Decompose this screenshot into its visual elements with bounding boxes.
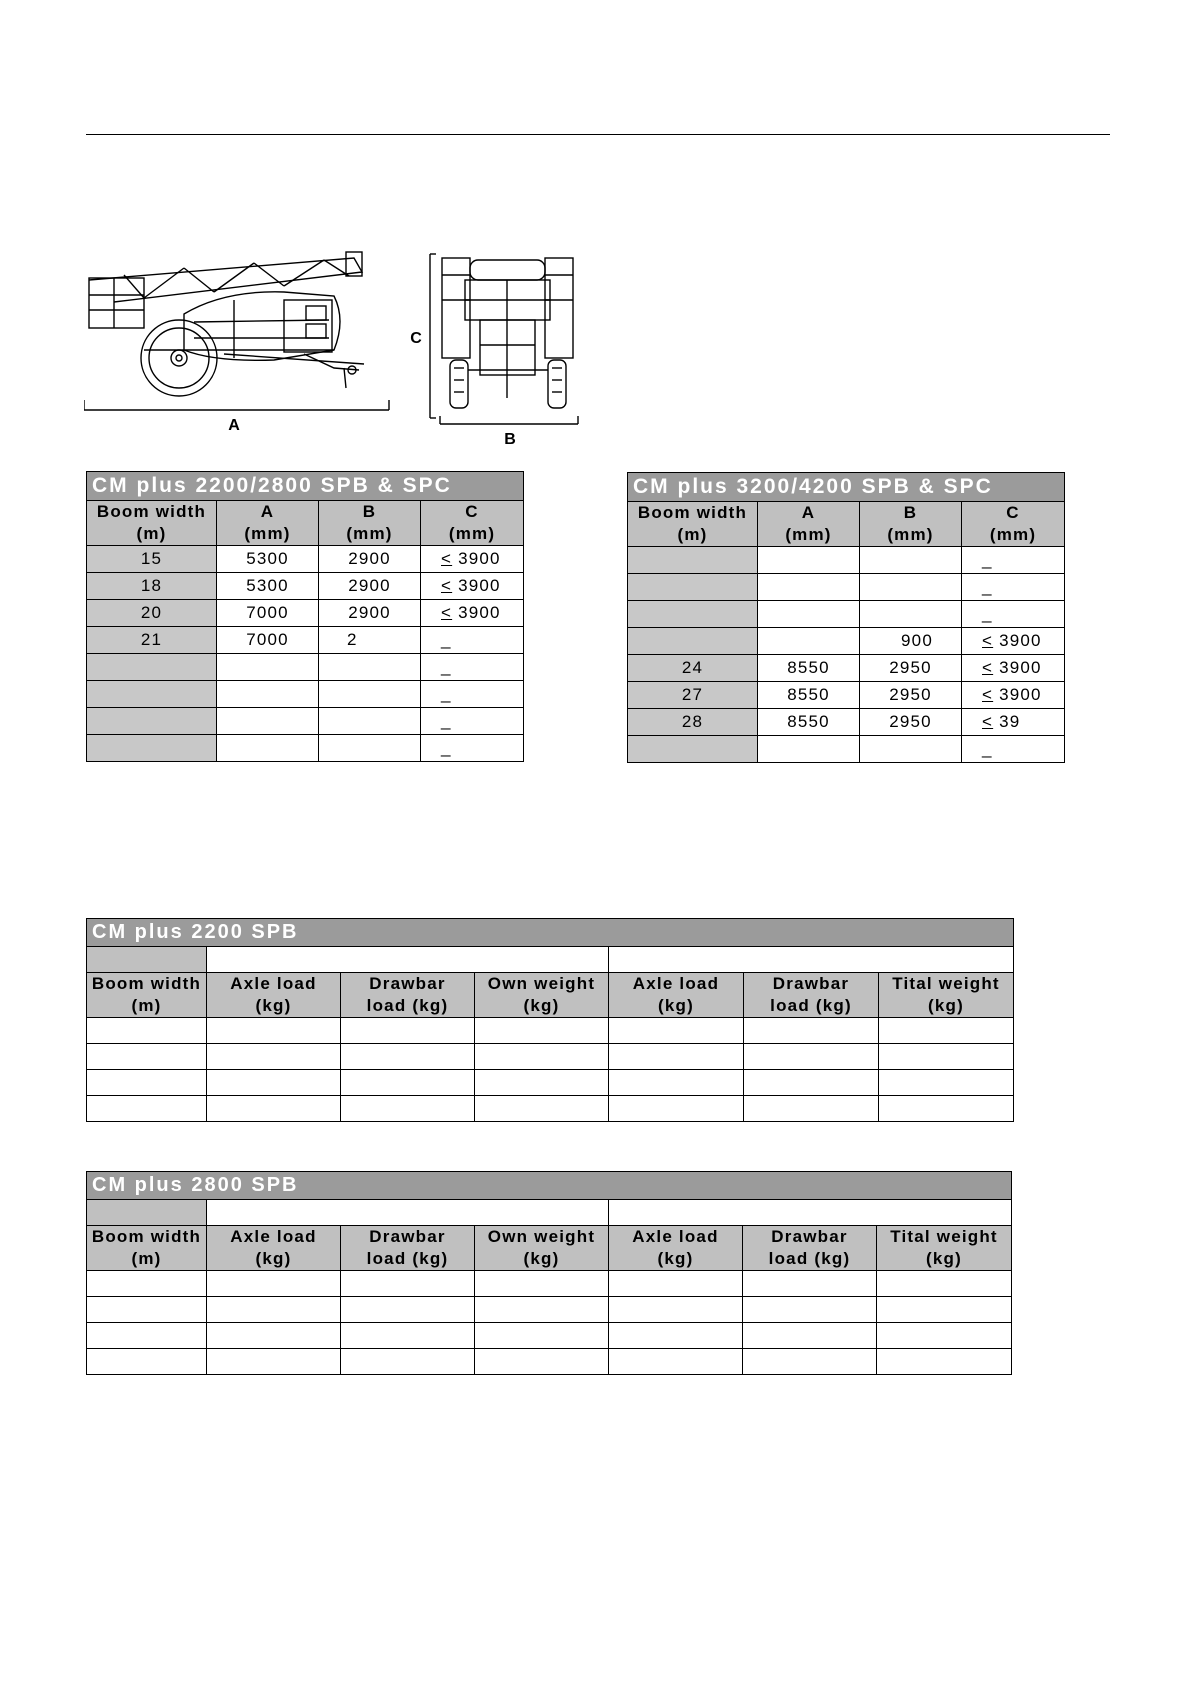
table-row: 15 5300 2900 < 3900 (87, 546, 524, 573)
header-drawbar-load: Drawbar load (kg) (341, 973, 475, 1018)
table-row: _ (87, 708, 524, 735)
table-row: 24 8550 2950 < 3900 (628, 655, 1065, 682)
table-row: _ (87, 735, 524, 762)
dimension-label-b: B (504, 431, 516, 448)
table-row (87, 1323, 1012, 1349)
header-b: B (mm) (319, 501, 421, 546)
header-total-weight: Tital weight (kg) (877, 1226, 1012, 1271)
table-row (87, 1271, 1012, 1297)
table-row: 27 8550 2950 < 3900 (628, 682, 1065, 709)
header-drawbar-load: Drawbar load (kg) (744, 973, 879, 1018)
table-row (87, 1044, 1014, 1070)
table-row: _ (628, 736, 1065, 763)
dimension-label-c: C (410, 330, 422, 347)
table-title: CM plus 3200/4200 SPB & SPC (628, 473, 1065, 502)
table-row: 900 < 3900 (628, 628, 1065, 655)
table-row: _ (87, 681, 524, 708)
header-boom-width: Boom width (m) (628, 502, 758, 547)
header-c: C (mm) (962, 502, 1065, 547)
header-axle-load: Axle load (kg) (609, 973, 744, 1018)
header-boom-width: Boom width (m) (87, 1226, 207, 1271)
dimension-table-3200-4200 (627, 472, 1065, 763)
header-axle-load: Axle load (kg) (207, 973, 341, 1018)
table-row: _ (628, 547, 1065, 574)
table-title: CM plus 2200 SPB (87, 919, 1014, 947)
header-a: A (mm) (758, 502, 860, 547)
sprayer-rear-view-drawing (410, 250, 590, 450)
header-c: C (mm) (421, 501, 524, 546)
header-rule (86, 134, 1110, 135)
table-row: _ (87, 654, 524, 681)
header-own-weight: Own weight (kg) (475, 1226, 609, 1271)
weight-table-2200-spb (86, 918, 1014, 1122)
table-row (87, 1297, 1012, 1323)
header-boom-width: Boom width (m) (87, 973, 207, 1018)
header-own-weight: Own weight (kg) (475, 973, 609, 1018)
header-b: B (mm) (860, 502, 962, 547)
weight-table-2800-spb (86, 1171, 1012, 1375)
table-row: _ (628, 601, 1065, 628)
table-row (87, 1096, 1014, 1122)
table-row: 21 7000 2 _ (87, 627, 524, 654)
table-row: _ (628, 574, 1065, 601)
table-title: CM plus 2800 SPB (87, 1172, 1012, 1200)
header-axle-load: Axle load (kg) (609, 1226, 743, 1271)
header-total-weight: Tital weight (kg) (879, 973, 1014, 1018)
header-drawbar-load: Drawbar load (kg) (743, 1226, 877, 1271)
header-a: A (mm) (217, 501, 319, 546)
header-boom-width: Boom width (m) (87, 501, 217, 546)
header-drawbar-load: Drawbar load (kg) (341, 1226, 475, 1271)
table-title: CM plus 2200/2800 SPB & SPC (87, 472, 524, 501)
table-row: 28 8550 2950 < 39 (628, 709, 1065, 736)
table-row (87, 1349, 1012, 1375)
table-row: 18 5300 2900 < 3900 (87, 573, 524, 600)
table-row: 20 7000 2900 < 3900 (87, 600, 524, 627)
dimension-table-2200-2800 (86, 471, 524, 762)
sprayer-side-view-drawing (84, 250, 394, 450)
header-axle-load: Axle load (kg) (207, 1226, 341, 1271)
table-row (87, 1018, 1014, 1044)
table-row (87, 1070, 1014, 1096)
dimension-label-a: A (228, 417, 240, 434)
